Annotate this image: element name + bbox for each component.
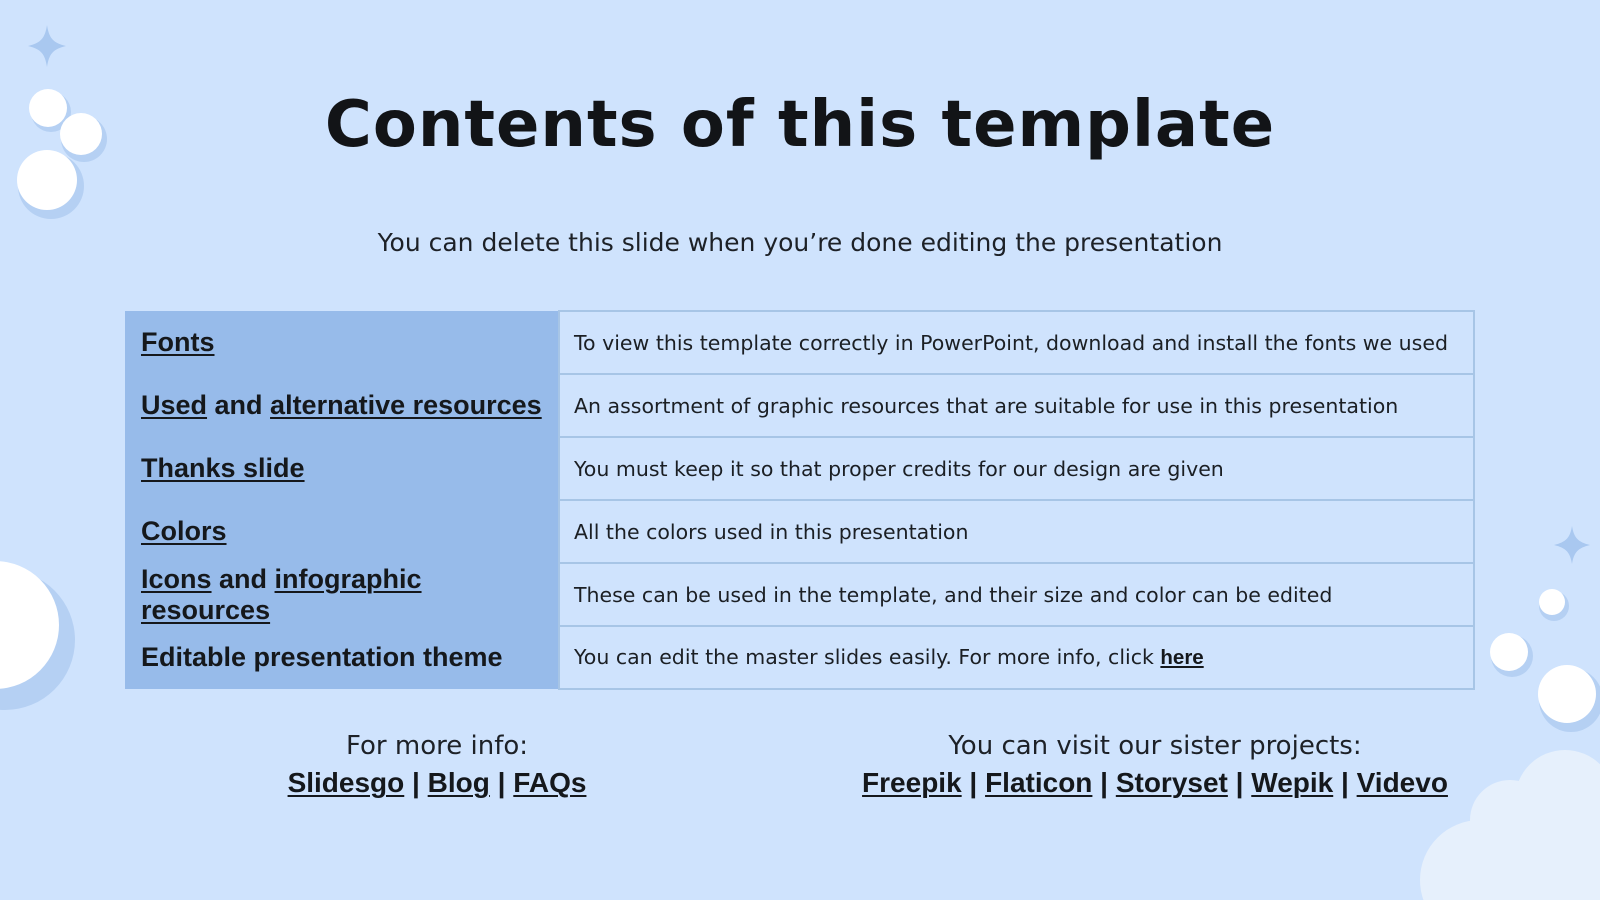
- and-text: and: [211, 563, 275, 594]
- row-description: These can be used in the template, and their size and color can be edited: [559, 563, 1474, 626]
- row-label: [125, 374, 559, 437]
- row-description: To view this template correctly in PowerPoint, download and install the fonts we used: [559, 311, 1474, 374]
- thanks-slide-link[interactable]: Thanks slide: [141, 453, 305, 483]
- row-label: [125, 437, 559, 500]
- videvo-link[interactable]: Videvo: [1356, 767, 1448, 798]
- separator: |: [404, 767, 428, 798]
- row-description: All the colors used in this presentation: [559, 500, 1474, 563]
- more-info-links: [237, 764, 637, 802]
- row-description: [559, 626, 1474, 689]
- sister-projects-links: [855, 764, 1455, 802]
- icons-link[interactable]: Icons: [141, 563, 212, 594]
- table-row: [125, 626, 1474, 689]
- row-label: [125, 563, 559, 626]
- more-info-label: For more info:: [345, 731, 529, 761]
- and-text: and: [207, 390, 271, 420]
- separator: |: [1227, 767, 1252, 798]
- separator: |: [1092, 767, 1116, 798]
- here-link[interactable]: here: [1160, 646, 1204, 669]
- row-description: An assortment of graphic resources that are suitable for use in this presentation: [559, 374, 1474, 437]
- infographic-resources-link[interactable]: infographic resources: [141, 563, 422, 625]
- table-row: [125, 437, 1474, 500]
- table-row: [125, 500, 1474, 563]
- separator: |: [1333, 767, 1357, 798]
- page-title: Contents of this template: [324, 88, 1276, 162]
- table-row: [125, 563, 1474, 626]
- faqs-link[interactable]: FAQs: [513, 767, 587, 798]
- wepik-link[interactable]: Wepik: [1251, 767, 1334, 798]
- row-label: [125, 500, 559, 563]
- bubble-icon: [1490, 589, 1600, 732]
- sparkle-icon: [28, 25, 66, 67]
- sister-projects-label: You can visit our sister projects:: [948, 731, 1362, 761]
- editable-theme-description: You can edit the master slides easily. For more info, click: [574, 645, 1161, 669]
- blog-link[interactable]: Blog: [427, 767, 490, 798]
- sister-projects-block: [855, 728, 1455, 802]
- freepik-link[interactable]: Freepik: [862, 767, 962, 798]
- more-info-block: [237, 728, 637, 802]
- slidesgo-link[interactable]: Slidesgo: [287, 767, 405, 798]
- sparkle-icon: [1554, 526, 1590, 564]
- table-row: [125, 311, 1474, 374]
- flaticon-link[interactable]: Flaticon: [985, 767, 1093, 798]
- editable-theme-label: Editable presentation theme: [141, 642, 503, 672]
- row-label: [125, 311, 559, 374]
- separator: |: [489, 767, 514, 798]
- storyset-link[interactable]: Storyset: [1115, 767, 1228, 798]
- page-subtitle: You can delete this slide when you’re done editing the presentation: [377, 228, 1223, 257]
- colors-link[interactable]: Colors: [141, 516, 227, 546]
- row-description: You must keep it so that proper credits for our design are given: [559, 437, 1474, 500]
- separator: |: [961, 767, 986, 798]
- fonts-link[interactable]: Fonts: [141, 327, 215, 357]
- table-row: [125, 374, 1474, 437]
- bubble-icon: [0, 561, 75, 710]
- used-resources-link[interactable]: Used: [141, 390, 208, 420]
- row-label: [125, 626, 559, 689]
- alternative-resources-link[interactable]: alternative resources: [270, 390, 542, 420]
- contents-table: [125, 310, 1475, 690]
